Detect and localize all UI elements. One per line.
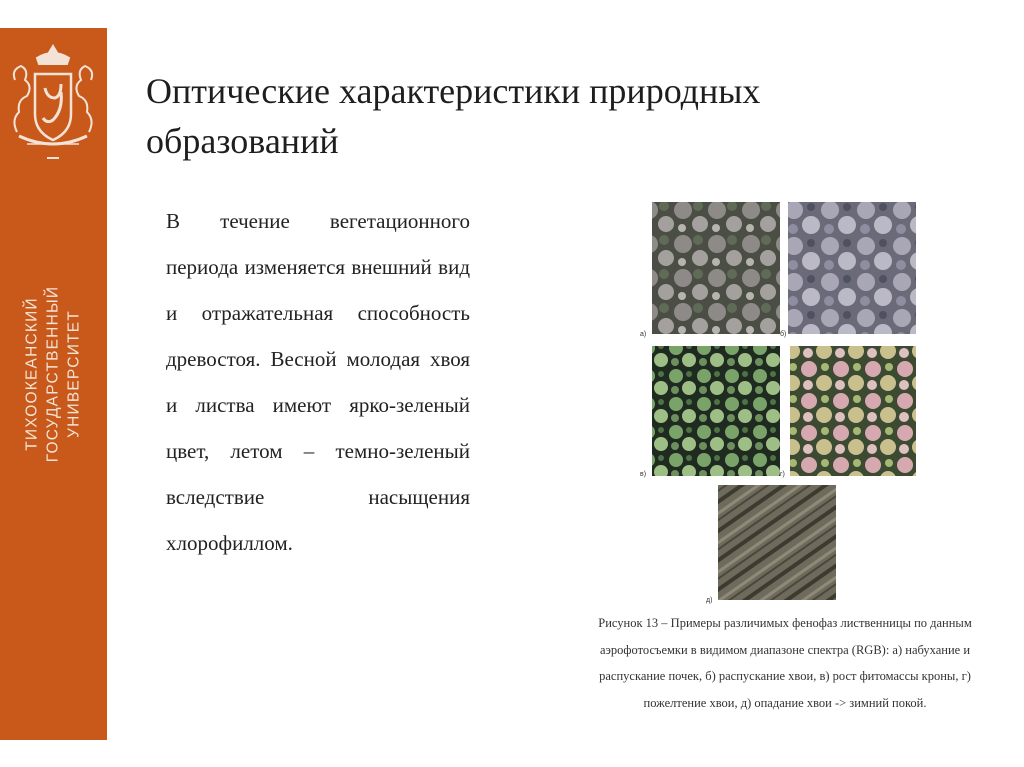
figure [640,200,930,610]
university-name-line: ТИХООКЕАНСКИЙ [23,297,41,451]
image-label: д) [706,597,713,604]
figure-image-grid [640,200,930,610]
aerial-photo-e [718,485,836,600]
caption-line: Рисунок 13 – Примеры различимых фенофаз лиственницы по данным [598,616,972,630]
image-label: г) [780,471,785,478]
caption-line: аэрофотосъемки в видимом диапазоне спектра (RGB): а) набухание и [599,642,971,657]
university-crest-icon [7,40,99,168]
image-label: б) [780,331,787,338]
aerial-photo-a [652,202,780,334]
caption-line: распускание почек, б) распускание хвои, в) рост фитомассы кроны, г) [599,669,971,683]
university-name-line: УНИВЕРСИТЕТ [65,310,83,438]
aerial-photo-d [790,346,916,476]
caption-line: пожелтение хвои, д) опадание хвои -> зимний покой. [643,695,927,710]
aerial-photo-b [788,202,916,334]
slide-body-text: В течение вегетационного периода изменяется внешний вид и отражательная способность древостоя. Весной молодая хвоя и листва имеют ярко-зеленый цвет, летом – темно-зеленый вследствие насыщения хлорофиллом. [166,209,470,555]
university-name-vertical [22,224,85,524]
aerial-photo-c [652,346,780,476]
image-label: в) [640,471,647,478]
sidebar [0,28,107,740]
university-name-line: ГОСУДАРСТВЕННЫЙ [44,285,62,463]
image-label: а) [640,331,647,338]
figure-caption [560,610,1010,716]
slide-title: Оптические характеристики природных образований [146,71,761,161]
